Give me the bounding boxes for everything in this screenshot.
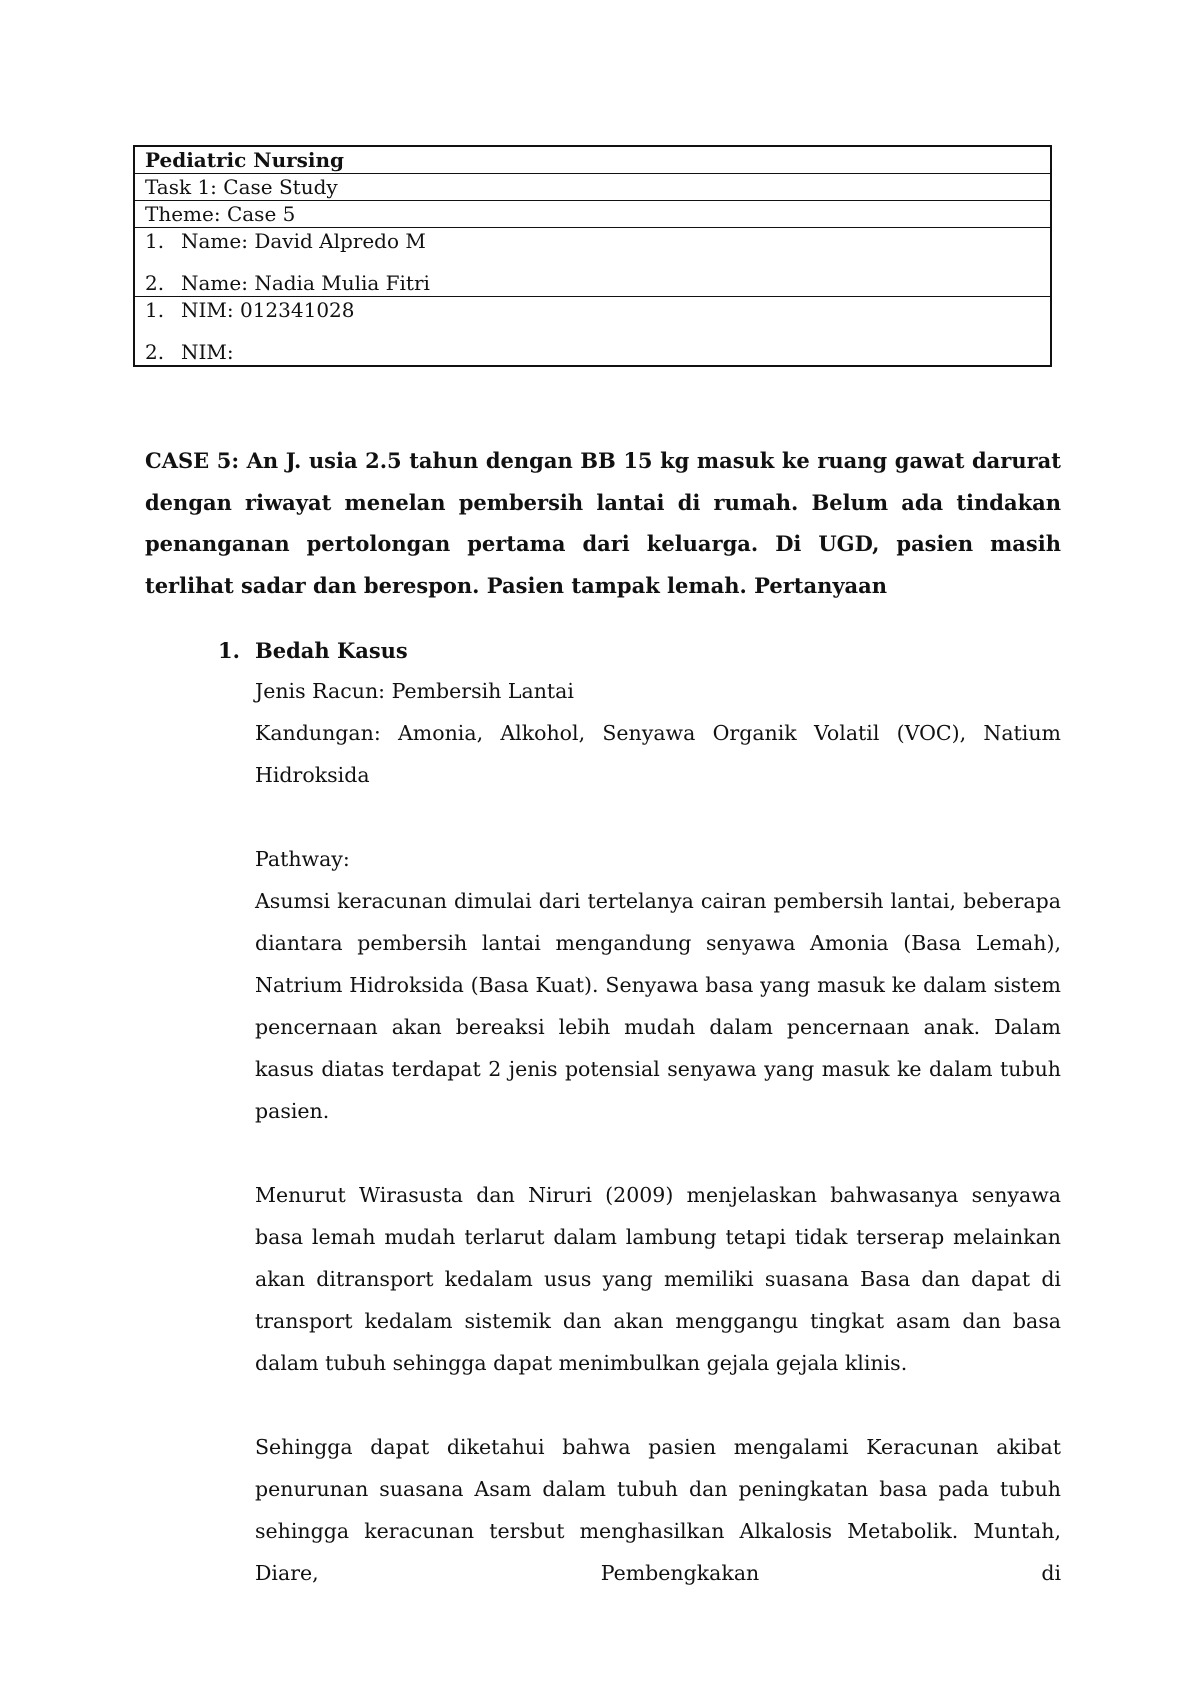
pathway-paragraph-1: Asumsi keracunan dimulai dari tertelanya cairan pembersih lantai, beberapa diantara pembersih lantai mengandung senyawa Amonia (Basa Lemah), Natrium Hidroksida (Basa Kuat). Senyawa basa yang masuk ke dalam sistem pencernaan akan bereaksi lebih mudah dalam pencernaan anak. Dalam kasus diatas terdapat 2 jenis potensial senyawa yang masuk ke dalam tubuh pasien. <box>255 889 1061 1123</box>
nim-text: NIM: 012341028 <box>181 298 355 322</box>
nim-number: 1. <box>145 298 165 322</box>
jenis-racun-text: Jenis Racun: Pembersih Lantai <box>255 679 574 703</box>
theme-label: Theme: Case 5 <box>145 202 296 226</box>
name-number: 1. <box>145 229 165 253</box>
section-heading <box>218 632 1061 670</box>
course-title: Pediatric Nursing <box>145 148 345 172</box>
theme-row <box>135 201 1050 228</box>
name-number: 2. <box>145 271 165 295</box>
header-info-table <box>133 145 1052 367</box>
nim-number: 2. <box>145 340 165 364</box>
pathway-paragraph-3: Sehingga dapat diketahui bahwa pasien mengalami Keracunan akibat penurunan suasana Asam dalam tubuh dan peningkatan basa pada tubuh sehingga keracunan tersbut menghasilkan Alkalosis Metabolik. Muntah, Diare, Pembengkakan di <box>255 1435 1061 1585</box>
section-body <box>255 670 1061 1594</box>
course-row <box>135 147 1050 174</box>
task-label: Task 1: Case Study <box>145 175 338 199</box>
pathway-label: Pathway: <box>255 847 350 871</box>
name-item <box>145 228 1040 254</box>
nim-item <box>145 339 1040 365</box>
section-number: 1. <box>218 638 240 663</box>
name-text: Name: David Alpredo M <box>181 229 426 253</box>
nims-row <box>135 297 1050 365</box>
name-text: Name: Nadia Mulia Fitri <box>181 271 430 295</box>
nim-text: NIM: <box>181 340 234 364</box>
names-row <box>135 228 1050 297</box>
case-description: CASE 5: An J. usia 2.5 tahun dengan BB 15 kg masuk ke ruang gawat darurat dengan riwayat menelan pembersih lantai di rumah. Belum ada tindakan penanganan pertolongan pertama dari keluarga. Di UGD, pasien masih terlihat sadar dan berespon. Pasien tampak lemah. Pertanyaan <box>145 448 1061 598</box>
section-bedah-kasus <box>218 632 1061 1594</box>
task-row <box>135 174 1050 201</box>
name-item <box>145 270 1040 296</box>
pathway-paragraph-2: Menurut Wirasusta dan Niruri (2009) menjelaskan bahwasanya senyawa basa lemah mudah terlarut dalam lambung tetapi tidak terserap melainkan akan ditransport kedalam usus yang memiliki suasana Basa dan dapat di transport kedalam sistemik dan akan menggangu tingkat asam dan basa dalam tubuh sehingga dapat menimbulkan gejala gejala klinis. <box>255 1183 1061 1375</box>
nim-item <box>145 297 1040 323</box>
kandungan-text: Kandungan: Amonia, Alkohol, Senyawa Organik Volatil (VOC), Natium Hidroksida <box>255 721 1061 787</box>
section-title: Bedah Kasus <box>255 638 408 663</box>
